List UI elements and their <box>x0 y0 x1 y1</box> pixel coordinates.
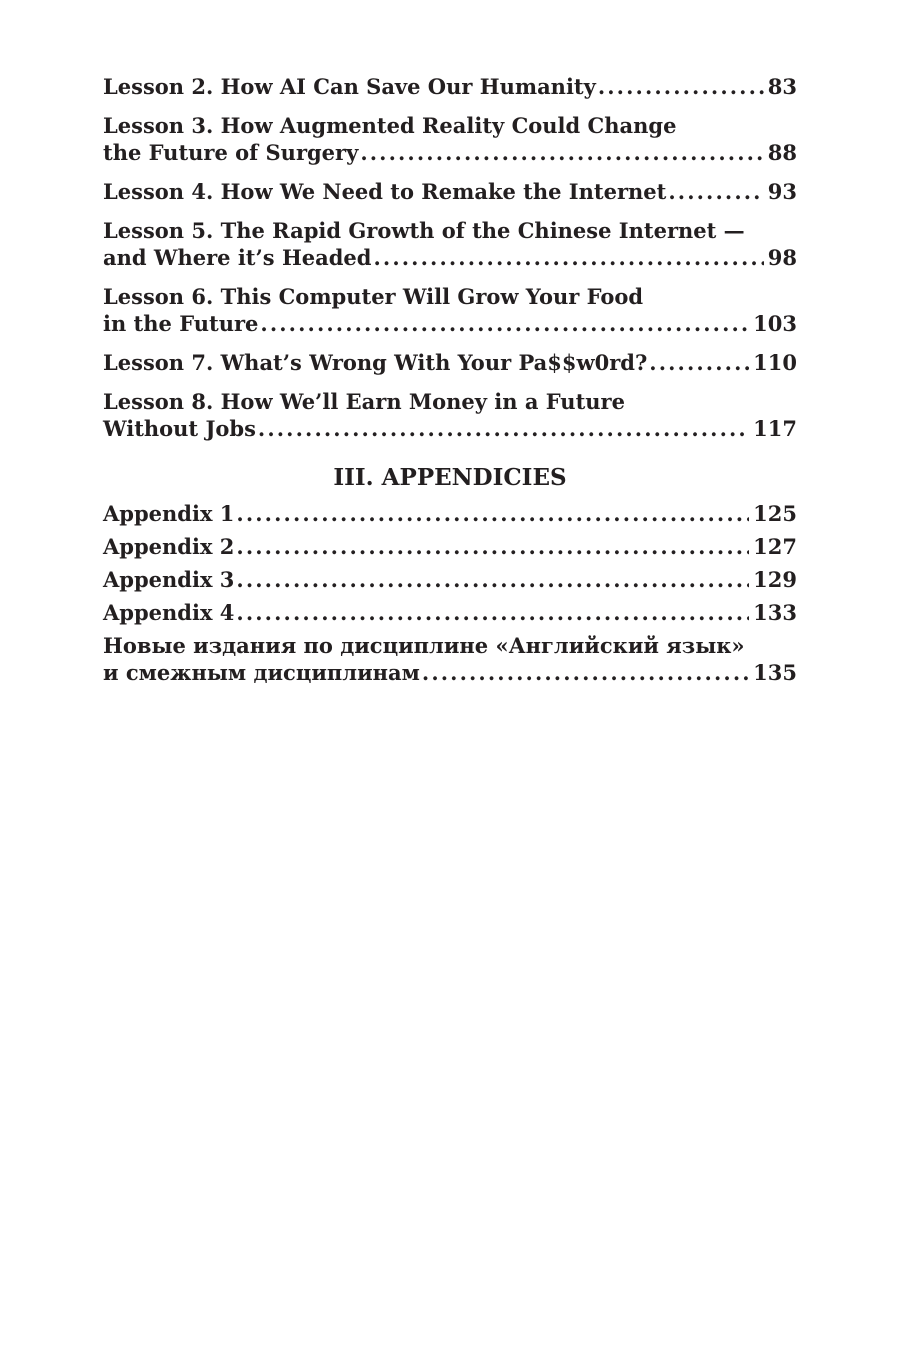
toc-entry-title: Appendix 1 <box>103 501 235 526</box>
toc-entry-title: Appendix 2 <box>103 534 235 559</box>
dot-leader <box>236 566 749 593</box>
toc-page-number: 103 <box>753 311 797 336</box>
toc-entry-appendix-1[interactable] <box>103 500 797 527</box>
toc-entry-title-line2: the Future of Surgery <box>103 140 359 165</box>
toc-entry-lesson-5[interactable] <box>103 217 797 271</box>
toc-entry-title-line2: and Where it’s Headed <box>103 245 372 270</box>
dot-leader <box>260 310 749 337</box>
toc-page-number: 129 <box>753 567 797 592</box>
toc-entry-title: Lesson 4. How We Need to Remake the Internet <box>103 179 667 204</box>
toc-entry-appendix-2[interactable] <box>103 533 797 560</box>
toc-entry-lesson-6[interactable] <box>103 283 797 337</box>
table-of-contents <box>103 73 797 698</box>
toc-entry-line <box>103 178 797 205</box>
toc-entry-lesson-3[interactable] <box>103 112 797 166</box>
dot-leader <box>668 178 763 205</box>
toc-entry-lesson-4[interactable] <box>103 178 797 205</box>
toc-entry-appendix-4[interactable] <box>103 599 797 626</box>
toc-entry-title: Lesson 7. What’s Wrong With Your Pa$$w0rd? <box>103 350 648 375</box>
toc-entry-title-line1: Lesson 5. The Rapid Growth of the Chinese Internet — <box>103 218 745 243</box>
dot-leader <box>373 244 763 271</box>
dot-leader <box>360 139 763 166</box>
toc-entry-title-line1: Lesson 6. This Computer Will Grow Your Food <box>103 284 644 309</box>
toc-page-number: 88 <box>767 140 797 165</box>
toc-page-number: 135 <box>753 660 797 685</box>
dot-leader <box>236 533 749 560</box>
toc-page-number: 93 <box>767 179 797 204</box>
toc-page-number: 125 <box>753 501 797 526</box>
toc-entry-lesson-2[interactable] <box>103 73 797 100</box>
toc-entry-title: Appendix 3 <box>103 567 235 592</box>
dot-leader <box>598 73 764 100</box>
toc-entry-title-line2: и смежным дисциплинам <box>103 660 420 685</box>
toc-page-number: 110 <box>753 350 797 375</box>
toc-entry-lesson-7[interactable] <box>103 349 797 376</box>
toc-entry-title: Lesson 2. How AI Can Save Our Humanity <box>103 74 596 99</box>
toc-entry-line <box>103 244 797 271</box>
toc-entry-new-editions[interactable] <box>103 632 797 686</box>
toc-entry-line <box>103 566 797 593</box>
toc-entry-appendix-3[interactable] <box>103 566 797 593</box>
dot-leader <box>236 500 749 527</box>
dot-leader <box>422 659 749 686</box>
toc-entry-line <box>103 73 797 100</box>
dot-leader <box>236 599 749 626</box>
toc-entry-line <box>103 500 797 527</box>
toc-entry-title: Appendix 4 <box>103 600 235 625</box>
toc-page-number: 133 <box>753 600 797 625</box>
toc-entry-line <box>103 533 797 560</box>
toc-entry-line <box>103 139 797 166</box>
toc-entry-line <box>103 415 797 442</box>
toc-page-number: 83 <box>767 74 797 99</box>
toc-entry-title-line1: Новые издания по дисциплине «Английский язык» <box>103 633 745 658</box>
toc-entry-title-line2: in the Future <box>103 311 259 336</box>
toc-entry-line <box>103 349 797 376</box>
toc-page-number: 117 <box>753 416 797 441</box>
toc-entry-line <box>103 599 797 626</box>
toc-entry-title-line2: Without Jobs <box>103 416 256 441</box>
toc-page-number: 127 <box>753 534 797 559</box>
toc-entry-title-line1: Lesson 8. How We’ll Earn Money in a Future <box>103 389 625 414</box>
toc-entry-line <box>103 659 797 686</box>
toc-entry-lesson-8[interactable] <box>103 388 797 442</box>
toc-entry-line <box>103 310 797 337</box>
section-heading: III. APPENDICIES <box>333 464 567 491</box>
dot-leader <box>649 349 749 376</box>
dot-leader <box>258 415 749 442</box>
toc-entry-title-line1: Lesson 3. How Augmented Reality Could Change <box>103 113 677 138</box>
toc-page-number: 98 <box>767 245 797 270</box>
